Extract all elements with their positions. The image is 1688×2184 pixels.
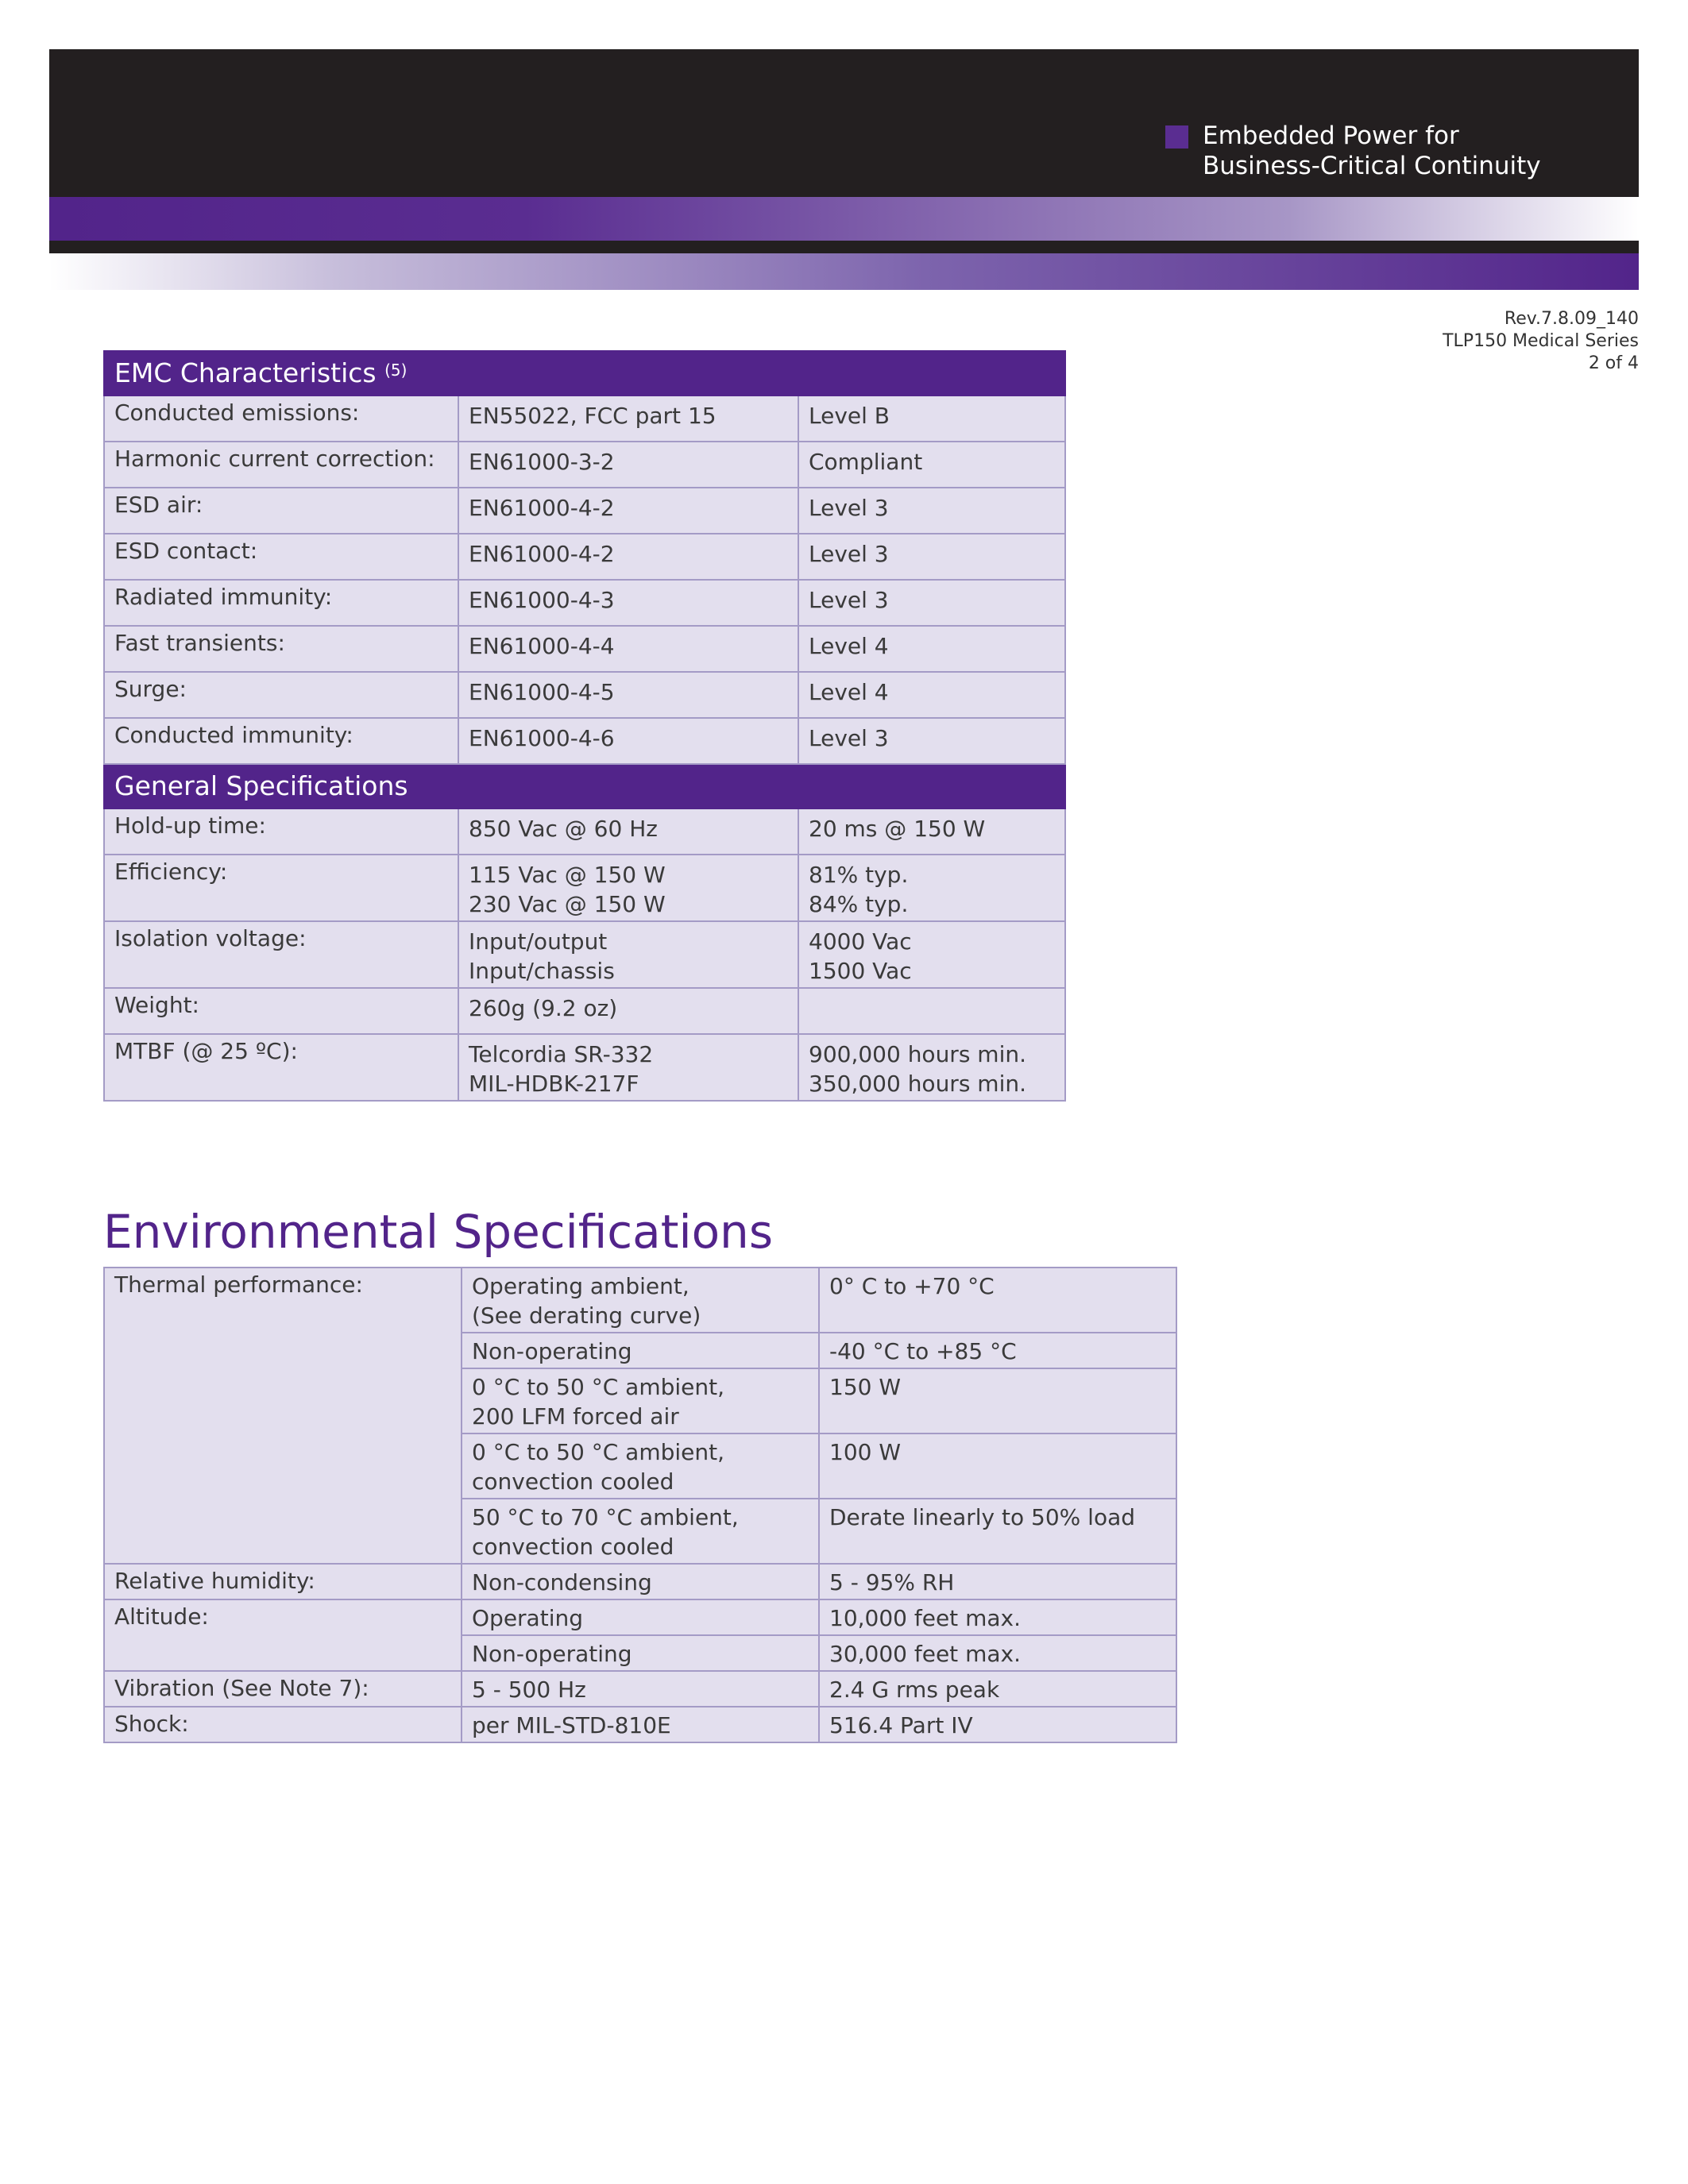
- environmental-table: [103, 1267, 1177, 1743]
- page-number: 2 of 4: [1588, 353, 1639, 373]
- condition-line: MIL-HDBK-217F: [469, 1071, 639, 1097]
- general-header-row: [104, 764, 1065, 808]
- table-row: [104, 1707, 1176, 1742]
- condition-line: 230 Vac @ 150 W: [469, 891, 666, 917]
- condition-line: 260g (9.2 oz): [469, 995, 618, 1021]
- condition-line: 115 Vac @ 150 W: [469, 862, 666, 888]
- row-value: 516.4 Part IV: [819, 1707, 1176, 1742]
- row-level: Level 3: [798, 580, 1065, 626]
- row-label: Radiated immunity:: [104, 580, 458, 626]
- row-condition: Non-condensing: [462, 1564, 819, 1599]
- emc-general-table: [103, 350, 1066, 1102]
- row-level: Level 4: [798, 626, 1065, 672]
- general-section-title: General Specifications: [104, 764, 1065, 808]
- row-condition: [462, 1368, 819, 1433]
- row-label: Efficiency:: [104, 855, 458, 921]
- condition-line: 850 Vac @ 60 Hz: [469, 816, 658, 842]
- row-label: Isolation voltage:: [104, 921, 458, 988]
- gradient-band-bottom: [49, 253, 1639, 290]
- divider-band: [49, 241, 1639, 253]
- table-row: [104, 1268, 1176, 1333]
- row-level: Level B: [798, 396, 1065, 442]
- table-row: [104, 488, 1065, 534]
- row-standard: EN61000-4-5: [458, 672, 798, 718]
- condition-line: convection cooled: [472, 1534, 674, 1560]
- row-value: [798, 808, 1065, 855]
- value-line: 350,000 hours min.: [809, 1071, 1027, 1097]
- row-condition: [458, 808, 798, 855]
- condition-line: Telcordia SR-332: [469, 1041, 654, 1067]
- tagline-line-1: Embedded Power for: [1203, 122, 1459, 150]
- thermal-label: Thermal performance:: [104, 1268, 462, 1564]
- condition-line: 200 LFM forced air: [472, 1403, 679, 1430]
- table-row: [104, 718, 1065, 764]
- row-value: [798, 921, 1065, 988]
- environmental-section-title: Environmental Specifications: [103, 1205, 774, 1259]
- header-tagline: [1203, 121, 1541, 181]
- table-row: [104, 1671, 1176, 1707]
- row-value: 10,000 feet max.: [819, 1599, 1176, 1635]
- condition-line: Input/chassis: [469, 958, 615, 984]
- row-condition: per MIL-STD-810E: [462, 1707, 819, 1742]
- emc-section-title: EMC Characteristics $^{(5)}$: [104, 351, 1065, 396]
- row-value: 5 - 95% RH: [819, 1564, 1176, 1599]
- condition-line: convection cooled: [472, 1468, 674, 1495]
- value-line: 84% typ.: [809, 891, 909, 917]
- emc-note: (5): [384, 361, 408, 380]
- row-label: Surge:: [104, 672, 458, 718]
- table-row: [104, 1599, 1176, 1635]
- tagline-line-2: Business-Critical Continuity: [1203, 152, 1541, 180]
- row-label: Weight:: [104, 988, 458, 1034]
- row-condition: [458, 1034, 798, 1101]
- row-level: Compliant: [798, 442, 1065, 488]
- table-row: [104, 396, 1065, 442]
- table-row: [104, 672, 1065, 718]
- table-row: [104, 1564, 1176, 1599]
- row-condition: [462, 1499, 819, 1564]
- row-condition: [458, 988, 798, 1034]
- row-label: Harmonic current correction:: [104, 442, 458, 488]
- row-condition: [458, 855, 798, 921]
- row-condition: Non-operating: [462, 1333, 819, 1368]
- table-row: [104, 580, 1065, 626]
- row-level: Level 3: [798, 534, 1065, 580]
- row-standard: EN61000-4-2: [458, 488, 798, 534]
- row-label: Conducted immunity:: [104, 718, 458, 764]
- row-condition: [458, 921, 798, 988]
- value-line: 20 ms @ 150 W: [809, 816, 986, 842]
- row-standard: EN61000-4-4: [458, 626, 798, 672]
- row-level: Level 3: [798, 718, 1065, 764]
- emc-header-row: [104, 351, 1065, 396]
- row-value: 0° C to +70 °C: [819, 1268, 1176, 1333]
- condition-line: Input/output: [469, 928, 608, 955]
- condition-line: 0 °C to 50 °C ambient,: [472, 1439, 724, 1465]
- row-standard: EN61000-4-6: [458, 718, 798, 764]
- value-line: 4000 Vac: [809, 928, 912, 955]
- table-row: [104, 626, 1065, 672]
- row-value: 150 W: [819, 1368, 1176, 1433]
- row-standard: EN61000-3-2: [458, 442, 798, 488]
- document-info: [1443, 308, 1639, 375]
- table-row: [104, 534, 1065, 580]
- row-value: -40 °C to +85 °C: [819, 1333, 1176, 1368]
- condition-line: (See derating curve): [472, 1302, 701, 1329]
- row-value: 100 W: [819, 1433, 1176, 1499]
- condition-line: 0 °C to 50 °C ambient,: [472, 1374, 724, 1400]
- table-row: [104, 1034, 1065, 1101]
- row-label: MTBF (@ 25 ºC):: [104, 1034, 458, 1101]
- condition-line: Operating ambient,: [472, 1273, 689, 1299]
- table-row: [104, 442, 1065, 488]
- row-condition: [462, 1268, 819, 1333]
- row-value: [798, 855, 1065, 921]
- row-label: ESD contact:: [104, 534, 458, 580]
- row-condition: 5 - 500 Hz: [462, 1671, 819, 1707]
- revision: Rev.7.8.09_140: [1504, 309, 1639, 329]
- brand-square-icon: [1165, 125, 1188, 149]
- row-condition: Operating: [462, 1599, 819, 1635]
- row-label: Hold-up time:: [104, 808, 458, 855]
- row-value: 2.4 G rms peak: [819, 1671, 1176, 1707]
- row-value: 30,000 feet max.: [819, 1635, 1176, 1671]
- row-label: Vibration (See Note 7):: [104, 1671, 462, 1707]
- value-line: 81% typ.: [809, 862, 909, 888]
- gradient-band-top: [49, 197, 1639, 241]
- row-label: Fast transients:: [104, 626, 458, 672]
- table-row: [104, 808, 1065, 855]
- row-label: Shock:: [104, 1707, 462, 1742]
- row-label: Conducted emissions:: [104, 396, 458, 442]
- row-value: [798, 1034, 1065, 1101]
- altitude-label: Altitude:: [104, 1599, 462, 1671]
- row-standard: EN55022, FCC part 15: [458, 396, 798, 442]
- value-line: 1500 Vac: [809, 958, 912, 984]
- row-condition: Non-operating: [462, 1635, 819, 1671]
- condition-line: 50 °C to 70 °C ambient,: [472, 1504, 739, 1530]
- series-name: TLP150 Medical Series: [1443, 331, 1639, 351]
- table-row: [104, 921, 1065, 988]
- value-line: 900,000 hours min.: [809, 1041, 1027, 1067]
- row-level: Level 4: [798, 672, 1065, 718]
- row-condition: [462, 1433, 819, 1499]
- table-row: [104, 855, 1065, 921]
- row-value: Derate linearly to 50% load: [819, 1499, 1176, 1564]
- row-level: Level 3: [798, 488, 1065, 534]
- table-row: [104, 988, 1065, 1034]
- row-value: [798, 988, 1065, 1034]
- row-label: Relative humidity:: [104, 1564, 462, 1599]
- row-label: ESD air:: [104, 488, 458, 534]
- row-standard: EN61000-4-2: [458, 534, 798, 580]
- row-standard: EN61000-4-3: [458, 580, 798, 626]
